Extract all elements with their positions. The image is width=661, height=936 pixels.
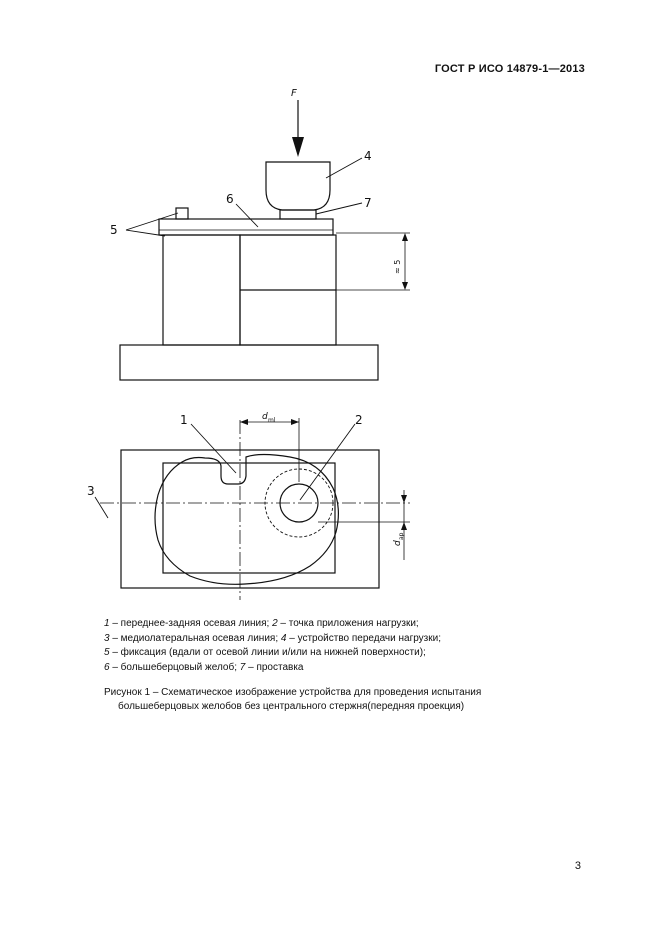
leader-5a xyxy=(126,213,178,230)
legend-item xyxy=(104,646,564,661)
tibial-tray-outline xyxy=(155,455,338,585)
legend-number: 7 xyxy=(239,661,246,673)
legend-number: 6 xyxy=(104,661,110,673)
legend-number: 1 xyxy=(104,618,110,629)
legend-number: 4 xyxy=(280,632,287,644)
callout-3: 3 xyxy=(87,484,95,498)
dim-ml-symbol: d xyxy=(262,412,268,422)
figure-caption xyxy=(104,686,564,714)
callout-5: 5 xyxy=(110,223,118,237)
base-plate xyxy=(120,345,378,380)
leader-6 xyxy=(236,204,258,227)
legend-text: – переднее-задняя осевая линия; xyxy=(109,618,273,629)
legend-text: – медиолатеральная осевая линия; xyxy=(109,632,281,644)
figure-legend xyxy=(104,617,564,675)
legend-item xyxy=(104,661,564,676)
dim-height-label: ≈ 5 xyxy=(393,259,402,274)
top-base-plate xyxy=(121,450,379,588)
dim-ml-subscript: ml xyxy=(268,417,276,424)
dim-arrow-bottom xyxy=(402,282,408,290)
force-label: F xyxy=(291,88,297,99)
dim-ap-arrow-top xyxy=(401,495,407,503)
support-block-left xyxy=(163,235,240,345)
legend-text: – проставка xyxy=(245,661,304,673)
legend-text: – фиксация (вдали от осевой линии и/или на нижней поверхности); xyxy=(109,647,426,658)
legend-text: – точка приложения нагрузки; xyxy=(277,618,419,629)
dim-arrow-top xyxy=(402,233,408,241)
standard-header: ГОСТ Р ИСО 14879-1—2013 xyxy=(434,63,585,75)
leader-4 xyxy=(326,158,362,178)
caption-line: Рисунок 1 – Схематическое изображение устройства для проведения испытания xyxy=(104,687,482,698)
top-support-outline xyxy=(163,463,335,573)
legend-number: 5 xyxy=(104,647,110,658)
callout-1: 1 xyxy=(180,413,188,427)
leader-1 xyxy=(191,424,236,473)
load-transfer-device xyxy=(266,162,330,210)
leader-2 xyxy=(300,424,355,500)
legend-item xyxy=(104,632,564,647)
page-number: 3 xyxy=(574,860,581,872)
dim-ml-arrow-left xyxy=(240,419,248,425)
top-view xyxy=(95,418,410,600)
dim-ap-label xyxy=(393,532,405,546)
legend-text: – устройство передачи нагрузки; xyxy=(286,632,442,644)
dim-ml-arrow-right xyxy=(291,419,299,425)
legend-text: – большеберцовый желоб; xyxy=(109,661,240,673)
callout-7: 7 xyxy=(364,196,372,210)
dim-ap-symbol: d xyxy=(393,540,403,546)
spacer xyxy=(280,210,316,219)
front-view xyxy=(120,100,410,380)
tibial-tray xyxy=(159,219,333,235)
leader-7 xyxy=(316,203,362,214)
force-arrowhead xyxy=(292,137,304,157)
caption-line: большеберцовых желобов без центрального стержня(передняя проекция) xyxy=(118,701,465,712)
callout-4: 4 xyxy=(364,149,372,163)
callout-2: 2 xyxy=(355,413,363,427)
legend-item xyxy=(104,617,564,632)
leader-3 xyxy=(95,497,108,518)
dim-ap-arrow-bottom xyxy=(401,522,407,530)
dim-ap-subscript: ap xyxy=(398,532,405,540)
legend-number: 2 xyxy=(272,618,278,629)
callout-6: 6 xyxy=(226,192,234,206)
legend-number: 3 xyxy=(104,632,110,644)
